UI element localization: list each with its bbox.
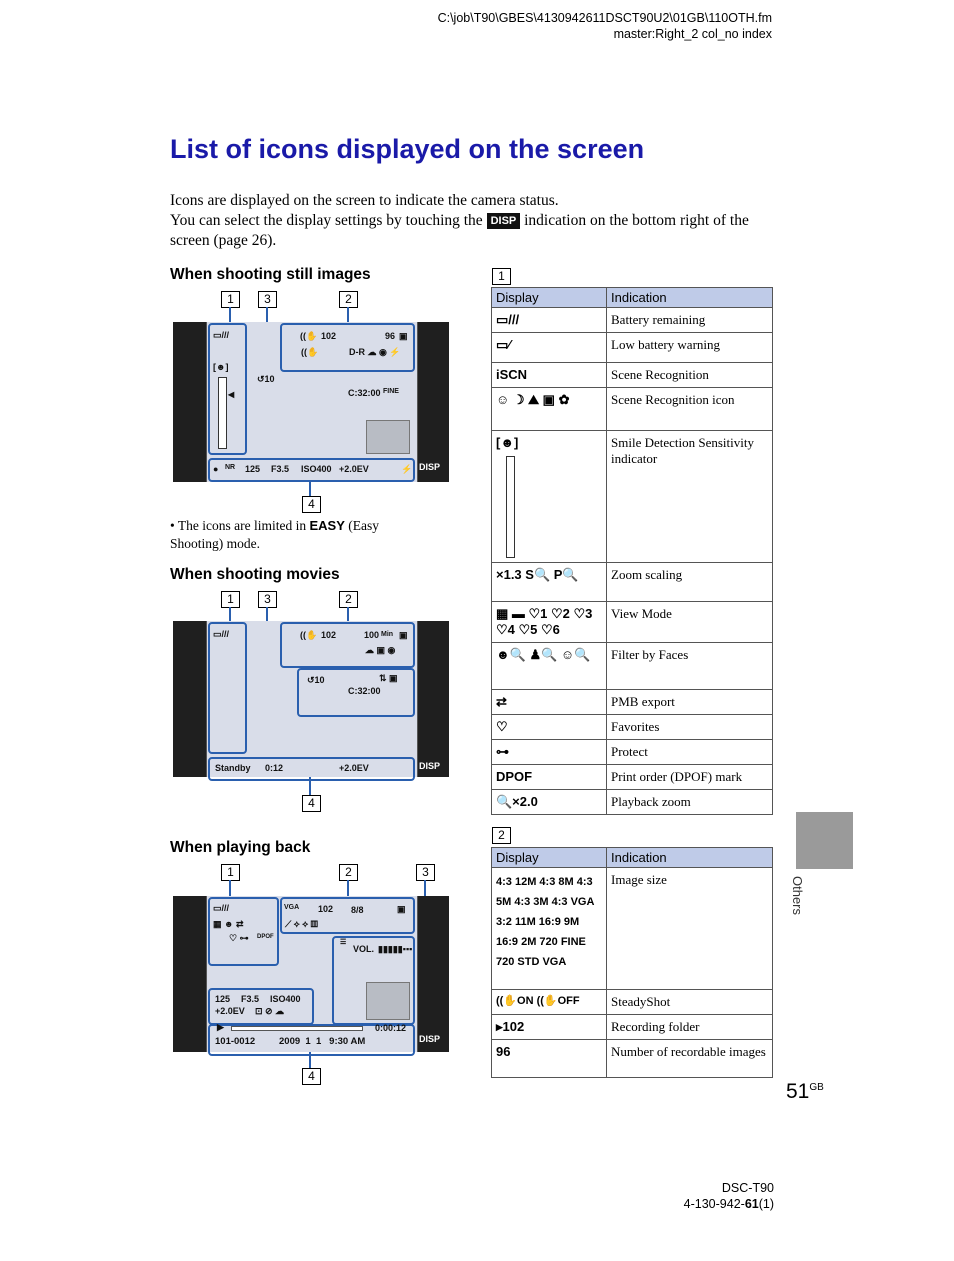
table-row: ▸102 Recording folder [492, 1015, 773, 1040]
page-title: List of icons displayed on the screen [170, 134, 645, 164]
folder-icon: 102 [321, 331, 337, 341]
table-row: 4:3 12M 4:3 8M 4:3 5M 4:3 3M 4:3 VGA 3:2 11M 16:9 9M 16:9 2M 720 FINE 720 STD VGA Image size [492, 868, 773, 990]
timer-icon: ↺10 [257, 374, 275, 384]
recording-time: 0:12 [265, 763, 284, 773]
steadyshot-icon: ((✋ [300, 630, 318, 640]
footer [684, 1180, 774, 1212]
remaining-count: 96 [385, 331, 396, 341]
section-tab [796, 812, 853, 869]
marker-3: 3 [258, 591, 277, 608]
play-icon[interactable]: ▶ [217, 1022, 224, 1032]
marker-4: 4 [302, 496, 321, 513]
area-1-frame [208, 622, 247, 754]
table-row: iSCN Scene Recognition [492, 363, 773, 388]
disp-icon: DISP [487, 213, 521, 229]
marker-4: 4 [302, 1068, 321, 1085]
table-area-1 [491, 287, 773, 815]
capture-time: C:32:00 [348, 686, 381, 696]
marker-1: 1 [221, 864, 240, 881]
battery-icon: ▭/// [213, 330, 230, 340]
remaining-time: 100 [364, 630, 380, 640]
exposure: +2.0EV [339, 464, 369, 474]
model-name: DSC-T90 [721, 1181, 774, 1195]
recording-date: 2009 1 1 9:30 AM [279, 1036, 366, 1047]
file-path: C:\job\T90\GBES\4130942611DSCT90U2\01GB\110OTH.fm [437, 11, 772, 25]
table-row: ×1.3 S🔍 P🔍 Zoom scaling [492, 563, 773, 602]
marker-4: 4 [302, 795, 321, 812]
shutter-speed: 125 [215, 994, 231, 1004]
marker-1: 1 [221, 591, 240, 608]
disp-button[interactable]: DISP [419, 462, 441, 472]
table-row: ♡ Favorites [492, 715, 773, 740]
table-row: ▦ ▬ ♡1 ♡2 ♡3 ♡4 ♡5 ♡6 View Mode [492, 602, 773, 643]
histogram [366, 982, 410, 1020]
page-number: $51^{GB}$ [786, 1080, 824, 1103]
image-size-icon: VGA [284, 904, 300, 911]
section-label: Others [790, 876, 805, 916]
exposure: +2.0EV [215, 1006, 245, 1016]
column-indication: Indication [607, 848, 773, 868]
table-row: 🔍×2.0 Playback zoom [492, 790, 773, 815]
easy-icon: EASY [309, 518, 345, 533]
table-row: ⊶ Protect [492, 740, 773, 765]
column-display: Display [492, 848, 607, 868]
marker-3: 3 [258, 291, 277, 308]
table-area-2 [491, 847, 773, 1078]
table-row: ▭⁄ Low battery warning [492, 333, 773, 363]
table-row: ((✋ON ((✋OFF SteadyShot [492, 990, 773, 1015]
column-display: Display [492, 288, 607, 308]
area-1-frame [208, 323, 247, 455]
disp-button[interactable]: DISP [419, 761, 441, 771]
file-header [438, 10, 772, 42]
smile-sensitivity-bar [218, 377, 227, 449]
marker-2: 2 [339, 291, 358, 308]
movie-heading: When shooting movies [170, 566, 340, 583]
iso: ISO400 [301, 464, 332, 474]
intro-line-2: You can select the display settings by touching the DISP indication on the bottom right of the screen (page 26). [170, 212, 749, 249]
table-row: [☻] Smile Detection Sensitivity indicator [492, 431, 773, 563]
elapsed-time: 0:00:12 [375, 1023, 407, 1033]
quality-label: FINE [383, 388, 399, 395]
battery-icon: ▭/// [213, 629, 230, 639]
still-screen: ▭/// [☻] ◀ ((✋ 102 96 ▣ D-R ☁ ◉ ⚡ ((✋ ↺10 C:32:00 FINE ● NR 125 F3.5 ISO400 +2.0EV ⚡ DISP [173, 322, 449, 482]
master-page: master:Right_2 col_no index [613, 27, 772, 41]
table-row: 96 Number of recordable images [492, 1040, 773, 1078]
timer-icon: ↺10 [307, 675, 325, 685]
marker-3: 3 [416, 864, 435, 881]
table-row: ☻🔍 ♟🔍 ☺🔍 Filter by Faces [492, 643, 773, 690]
smile-icon: [☻] [213, 362, 229, 372]
battery-icon: ▭/// [213, 903, 230, 913]
recording-status: Standby [215, 763, 251, 773]
steadyshot-icon: ((✋ [300, 331, 318, 341]
disp-button[interactable]: DISP [419, 1034, 441, 1044]
file-number: 101-0012 [215, 1036, 256, 1047]
histogram [366, 420, 410, 454]
table-row: ▭/// Battery remaining [492, 308, 773, 333]
aperture: F3.5 [241, 994, 260, 1004]
table2-marker: 2 [492, 827, 511, 844]
smile-sensitivity-bar [506, 456, 515, 558]
image-count: 8/8 [351, 905, 364, 915]
table-row: ☺ ☽ ⛰ ▣ ✿ Scene Recognition icon [492, 388, 773, 431]
intro-line-1: Icons are displayed on the screen to indicate the camera status. [170, 192, 559, 209]
volume-label: VOL. [353, 944, 375, 954]
aperture: F3.5 [271, 464, 290, 474]
intro-text [170, 191, 770, 251]
marker-2: 2 [339, 864, 358, 881]
easy-note: • The icons are limited in EASY (Easy Shooting) mode. [170, 518, 379, 551]
nr-icon: NR [225, 464, 236, 471]
folder-icon: 102 [321, 630, 337, 640]
folder-icon: 102 [318, 904, 334, 914]
table1-marker: 1 [492, 268, 511, 285]
exposure: +2.0EV [339, 763, 369, 773]
movie-screen: ▭/// ((✋ 102 100 Min ▣ ☁ ▣ ◉ ↺10 ⇅ ▣ C:32:00 Standby 0:12 +2.0EV DISP [173, 621, 449, 777]
capture-time: C:32:00 [348, 388, 381, 398]
still-heading: When shooting still images [170, 266, 371, 283]
marker-1: 1 [221, 291, 240, 308]
document-code: 4-130-942-61(1) [683, 1197, 774, 1211]
playback-bar[interactable] [231, 1026, 363, 1031]
column-indication: Indication [607, 288, 773, 308]
dpof-mark: DPOF [257, 934, 274, 940]
shutter-speed: 125 [245, 464, 261, 474]
play-heading: When playing back [170, 839, 311, 856]
iso: ISO400 [270, 994, 301, 1004]
table-row: DPOF Print order (DPOF) mark [492, 765, 773, 790]
marker-2: 2 [339, 591, 358, 608]
playback-screen: ▭/// ▦ ☻ ⇄ ♡ ⊶ DPOF VGA 102 8/8 ▣ ⟋ ⟡ ⟡ ▥ ☰ VOL. ▮▮▮▮▮▪▪▪ 125 F3.5 ISO400 +2.0EV ⊡ ⊘ ☁ ▶ 0:00:12 101-0012 2009 1 1 9:30 AM DISP [173, 896, 449, 1052]
table-row: ⇄ PMB export [492, 690, 773, 715]
